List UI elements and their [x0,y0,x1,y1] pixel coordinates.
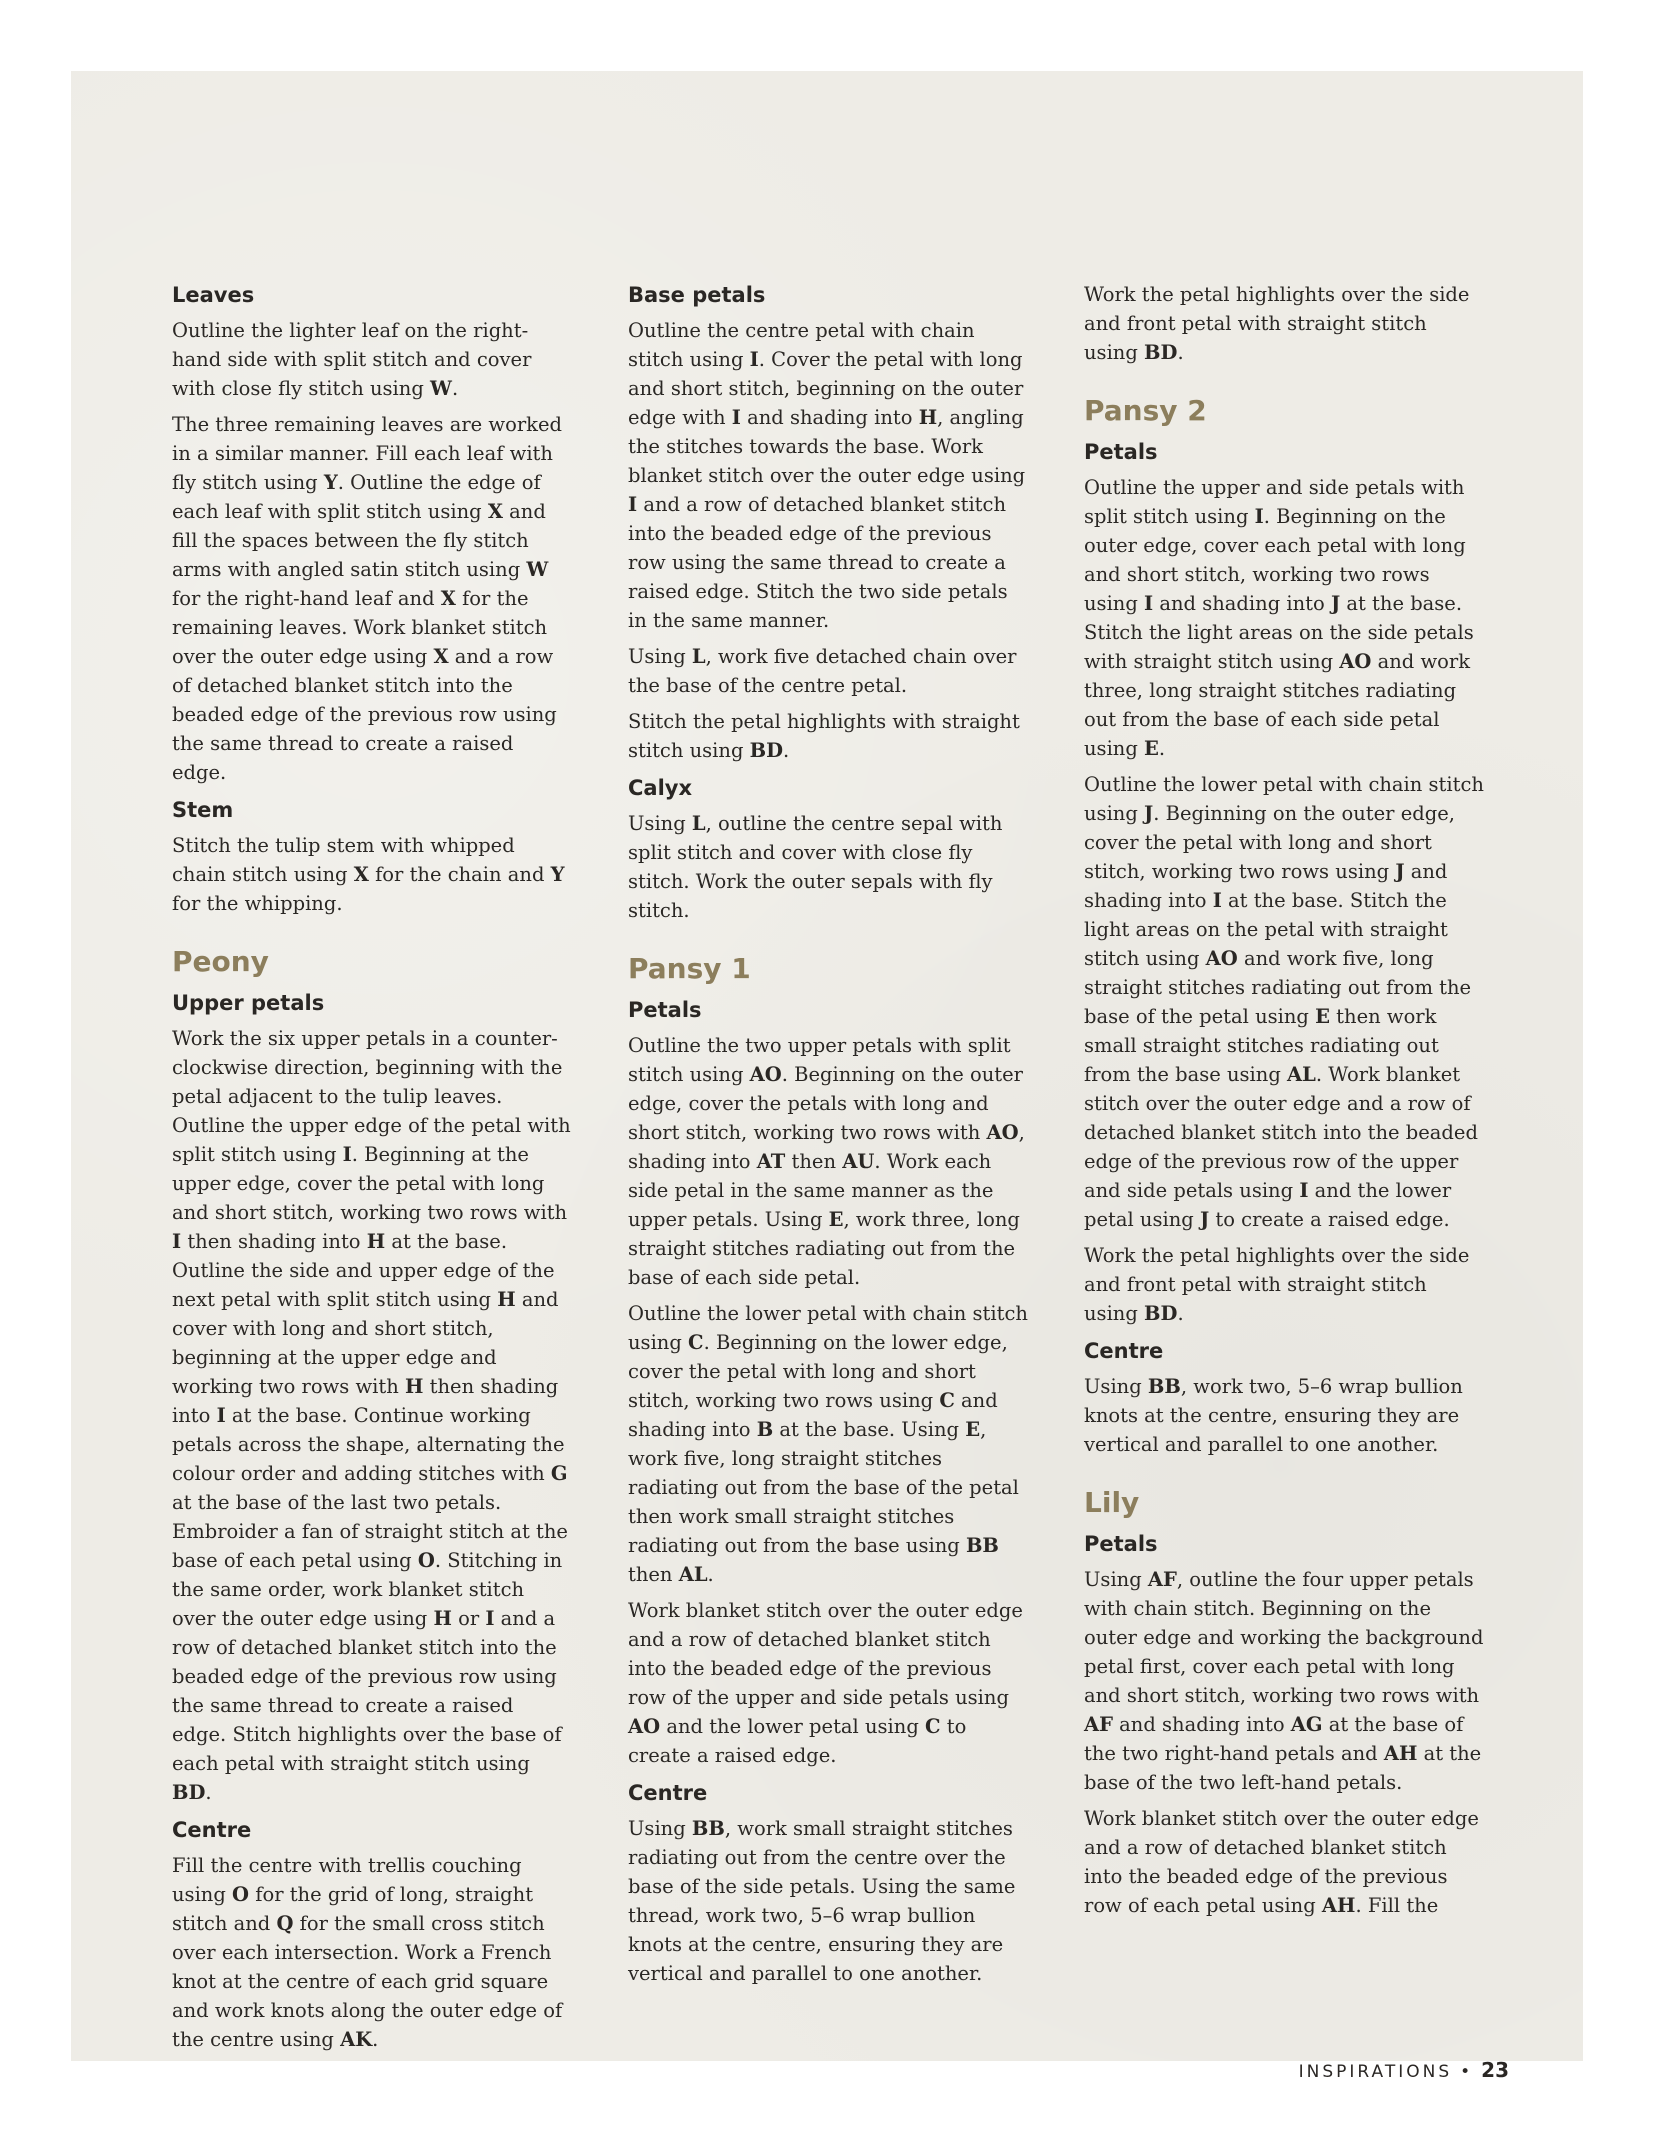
paragraph: Fill the centre with trellis couching using O for the grid of long, straight stitch and Q for the small cross stitch over each intersection. Work a French knot at the centre of each grid square and work knots along the outer edge of the centre using AK. [172,1854,563,2051]
heading-base-petals: Base petals [628,283,766,307]
paragraph: Using L, outline the centre sepal with split stitch and cover with close fly stitch. Work the outer sepals with fly stitch. [628,812,1003,922]
heading-stem: Stem [172,798,234,822]
separator-dot: • [1460,2062,1474,2082]
paragraph: Using L, work five detached chain over the base of the centre petal. [628,645,1017,697]
paragraph: Outline the lighter leaf on the right-hand side with split stitch and cover with close fly stitch using W. [172,319,532,400]
section-pansy-2: Pansy 2 [1084,394,1207,427]
paragraph: Work the six upper petals in a counter-clockwise direction, beginning with the petal adjacent to the tulip leaves. Outline the upper edge of the petal with split stitch using I. Beginning at the upper edge, cover the petal with long and short stitch, working two rows with I then shading into H at the base. Outline the side and upper edge of the next petal with split stitch using H and cover with long and short stitch, beginning at the upper edge and working two rows with H then shading into I at the base. Continue working petals across the shape, alternating the colour order and adding stitches with G at the base of the last two petals. Embroider a fan of straight stitch at the base of each petal using O. Stitching in the same order, work blanket stitch over the outer edge using H or I and a row of detached blanket stitch into the beaded edge of the previous row using the same thread to create a raised edge. Stitch highlights over the base of each petal with straight stitch using BD. [172,1027,571,1804]
paragraph: Using BB, work small straight stitches radiating out from the centre over the base of the side petals. Using the same thread, work two, 5–6 wrap bullion knots at the centre, ensuring they are vertical and parallel to one another. [628,1817,1016,1985]
page-number: 23 [1481,2058,1509,2082]
paragraph: Stitch the petal highlights with straight stitch using BD. [628,710,1020,762]
heading-calyx: Calyx [628,776,693,800]
heading-centre: Centre [628,1781,708,1805]
paragraph: Stitch the tulip stem with whipped chain stitch using X for the chain and Y for the whipping. [172,834,565,915]
paragraph: Work the petal highlights over the side and front petal with straight stitch using BD. [1084,283,1470,364]
heading-centre: Centre [1084,1339,1164,1363]
paragraph: Work blanket stitch over the outer edge and a row of detached blanket stitch into the beaded edge of the previous row of the upper and side petals using AO and the lower petal using C to create a raised edge. [628,1599,1023,1767]
heading-petals: Petals [1084,440,1158,464]
heading-petals: Petals [628,998,702,1022]
column-3 [1084,280,1484,1927]
magazine-name: INSPIRATIONS [1298,2062,1453,2082]
paragraph: Work blanket stitch over the outer edge and a row of detached blanket stitch into the beaded edge of the previous row of each petal using AH. Fill the [1084,1807,1479,1917]
heading-centre: Centre [172,1818,252,1842]
column-1 [172,280,572,2061]
paragraph: Outline the two upper petals with split stitch using AO. Beginning on the outer edge, cover the petals with long and short stitch, working two rows with AO, shading into AT then AU. Work each side petal in the same manner as the upper petals. Using E, work three, long straight stitches radiating out from the base of each side petal. [628,1034,1025,1289]
paragraph: Outline the lower petal with chain stitch using C. Beginning on the lower edge, cover the petal with long and short stitch, working two rows using C and shading into B at the base. Using E, work five, long straight stitches radiating out from the base of the petal then work small straight stitches radiating out from the base using BB then AL. [628,1302,1028,1586]
section-pansy-1: Pansy 1 [628,952,751,985]
heading-petals: Petals [1084,1532,1158,1556]
section-lily: Lily [1084,1486,1140,1519]
paragraph: Using BB, work two, 5–6 wrap bullion knots at the centre, ensuring they are vertical and parallel to one another. [1084,1375,1463,1456]
paragraph: The three remaining leaves are worked in a similar manner. Fill each leaf with fly stitch using Y. Outline the edge of each leaf with split stitch using X and fill the spaces between the fly stitch arms with angled satin stitch using W for the right-hand leaf and X for the remaining leaves. Work blanket stitch over the outer edge using X and a row of detached blanket stitch into the beaded edge of the previous row using the same thread to create a raised edge. [172,413,562,784]
heading-leaves: Leaves [172,283,255,307]
column-2 [628,280,1028,1995]
paragraph: Outline the upper and side petals with split stitch using I. Beginning on the outer edge, cover each petal with long and short stitch, working two rows using I and shading into J at the base. Stitch the light areas on the side petals with straight stitch using AO and work three, long straight stitches radiating out from the base of each side petal using E. [1084,476,1474,760]
paragraph: Outline the centre petal with chain stitch using I. Cover the petal with long and short stitch, beginning on the outer edge with I and shading into H, angling the stitches towards the base. Work blanket stitch over the outer edge using I and a row of detached blanket stitch into the beaded edge of the previous row using the same thread to create a raised edge. Stitch the two side petals in the same manner. [628,319,1026,632]
paragraph: Work the petal highlights over the side and front petal with straight stitch using BD. [1084,1244,1470,1325]
page-footer [1299,2058,1509,2082]
section-peony: Peony [172,945,269,978]
paragraph: Outline the lower petal with chain stitch using J. Beginning on the outer edge, cover the petal with long and short stitch, working two rows using J and shading into I at the base. Stitch the light areas on the petal with straight stitch using AO and work five, long straight stitches radiating out from the base of the petal using E then work small straight stitches radiating out from the base using AL. Work blanket stitch over the outer edge and a row of detached blanket stitch into the beaded edge of the previous row of the upper and side petals using I and the lower petal using J to create a raised edge. [1084,773,1484,1231]
heading-upper-petals: Upper petals [172,991,325,1015]
paragraph: Using AF, outline the four upper petals with chain stitch. Beginning on the outer edge and working the background petal first, cover each petal with long and short stitch, working two rows with AF and shading into AG at the base of the two right-hand petals and AH at the base of the two left-hand petals. [1084,1568,1484,1794]
